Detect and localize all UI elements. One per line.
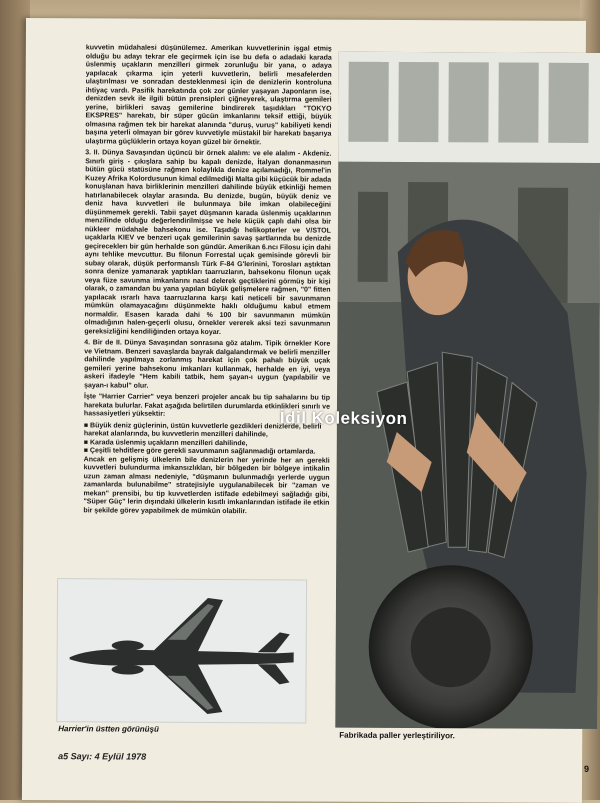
magazine-page: [22, 18, 590, 803]
article-paragraph: kuvvetin müdahalesi düşünülemez. Amerikan kuvvetlerinin işgal etmiş olduğu bu adayı tekrar ele geçirmek için ise bu defa o adadaki karada üslenmiş uçakların menzilleri girmek zorunluğu bir yana, o adaya yapılacak çıkarma için yeterli kuvvetlerin, belirli mesafelerden ulaştırılması ve sonradan desteklenmesi için de denizlerin kontroluna ihtiyaç vardı. Pasifik harekatında çok zor günler yaşayan Japonların ise, denizden sevk ile ilgili bütün prensipleri çiğneyerek, ulaştırma gemileri yerine, birlikleri savaş gemilerine bindirerek taşıdıkları "TOKYO EKSPRES" harekatı, bir süper gücün imkanlarını teksif ettiği, büyük olmasına rağmen tek bir harekat alanında "duruş, vuruş" kabiliyeti kendi başına yeterli olmayan bir görev kuvvetiyle müstakil bir harekatı başarıya ulaştırma güçlüklerin ortaya koyan güzel bir örnektir.: [85, 44, 332, 146]
watermark-text: İdil Koleksiyon: [279, 408, 408, 429]
bullet-item: ■ Karada üslenmiş uçakların menzilleri dahilinde,: [83, 438, 248, 447]
issue-info: a5 Sayı: 4 Eylül 1978: [58, 751, 147, 762]
bullet-item: ■ Çeşitli tehditlere göre gerekli savunmanın sağlanmadığı ortamlarda.: [83, 447, 316, 456]
article-paragraph: İşte "Harrier Carrier" veya benzeri projeler ancak bu tip sahalarını bu tip harekata bulurlar. Fakat aşağıda belirtilen durumlarda etkinlikleri sınırlı ve hassasiyetleri yüksektir:: [83, 393, 331, 418]
article-paragraph-closing: Ancak en gelişmiş ülkelerin bile denizlerin her yerinde her an gerekli kuvvetleri bulundurma imkansızlıkları, bir bölgeden bir bölgeye intikalin uzun zaman alması nedeniyle, "düşmanın bulunmadığı yerlerde uygun zamanlarda bulunabilme" stratejisiyle uygulanabilecek bir "zaman ve mekan" prensibi, bu tip kuvvetlerden istifade edebilmeyi sağladığı gibi, "Süper Güç" lerin dışındaki ülkelerin kısıtlı imkanlarından istifade ile etkin bir şekilde görev yapabilmek de mümkün olabilir.: [83, 455, 330, 515]
photo-caption: Fabrikada paller yerleştiriliyor.: [339, 730, 455, 741]
bullet-item: ■ Büyük deniz güçlerinin, üstün kuvvetlerle gezdikleri denizlerde, belirli harekat alanlarında, bu kuvvetlerin menzilleri dahilinde,: [83, 421, 322, 439]
factory-photo: [335, 52, 600, 729]
plane-caption: Harrier'in üstten görünüşü: [58, 724, 159, 734]
harrier-illustration: [56, 578, 307, 723]
article-paragraph: 4. Bir de II. Dünya Savaşından sonrasına göz atalım. Tipik örnekler Kore ve Vietnam. Benzeri savaşlarda bayrak dalgalandırmak ve belirli menziller dahilinde yapılmaya zorlanmış harekat için çok pahalı büyük uçak gemileri yerine bahsekonu imkanları kullanmak, herhalde en iyi, veya askeri ifadeyle "Hem kabili tatbik, hem şayan-ı uygun (yapılabilir ve şayan-ı kabul" olur.: [84, 339, 331, 390]
article-column: [83, 44, 332, 575]
page-number: 9: [584, 763, 590, 774]
article-paragraph: 3. II. Dünya Savaşından üçüncü bir örnek alalım: ve ele alalım - Akdeniz. Sınırlı giriş - çıkışlara sahip bu kapalı denizde, İtalyan donanmasının bütün gücü statüsüne rağmen kolaylıkla denize açılamadığı, Rommel'in Kuzey Afrika Kolordusunun kimal edilmediği Malta gibi küçücük bir adada konuşlanan hava birliklerinin menzilleri dahilinde büyük etkinliği hemen hatırlanabilecek olaylar arasında. Bu denizde, bugün, büyük deniz ve deniz hava kuvvetleri ile bulunmaya bile imkan olabileceğini düşünmemek gerekli. Tabii şayet düşmanın karada üslenmiş uçaklarının menzilinde olduğu değerlendirilmişse ve hele küçük çaplı dahi olsa bir nükleer müdahale bahsekonu ise. Taşıdığı helikopterler ve V/STOL uçaklarla KIEV ve benzeri uçak gemilerinin savaş şartlarında bu denizde geçireceklerı bir gün herhalde son gündür. Amerikan 6.ncı Filosu için dahi aynı tehlike mevcuttur. Bu filonun Forrestal uçak gemisinde görevli bir subay olarak, düşük performanslı Türk F-84 G'lerinini, Torosları aştıktan sonra denize yamanarak yaptıkları taarruzların, bahsekonu filonun uçak veya füze savunma imkanlarını nasıl delerek geçtiklerini görmüş bir kişi olarak, o zamandan bu yana yapılan büyük gelişmelere rağmen, "0" fitten yapılacak ısrarlı hava taarruzlarına karşı kati neticeli bir savunmanın mümkün olamayacağını düşünmekte haklı olduğumu kabul etmem normaldir. Esasen karada dahi % 100 bir savunmanın mümkün olmadığının halen-geçerli olusu, örnekler vererek aksi tezi savunmanın gereksizliğini kendiliğinden ortaya koyar.: [84, 149, 332, 336]
